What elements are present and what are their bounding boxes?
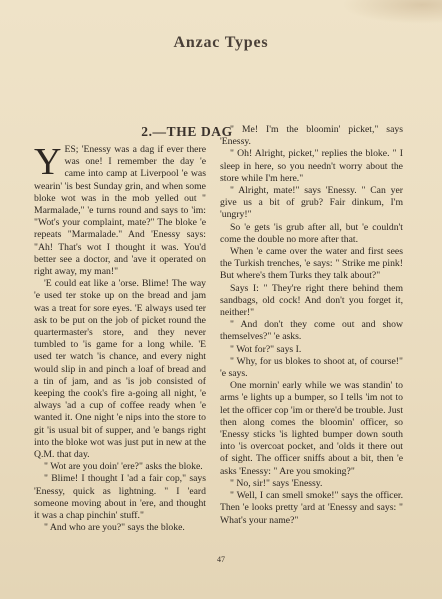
- paragraph: " Me! I'm the bloomin' picket," says 'Enessy.: [220, 124, 403, 148]
- paragraph: " No, sir!" says 'Enessy.: [230, 477, 323, 489]
- paragraph: " Alright, mate!" says 'Enessy. " Can yer give us a bit of grub? Fair dinkum, I'm 'ungry!": [220, 185, 403, 221]
- running-header: Anzac Types: [173, 34, 269, 51]
- paragraph: When 'e came over the water and first sees the Turkish trenches, 'e says: " Strike me pink! But where's them Turks they talk about?": [220, 246, 403, 282]
- right-column: [220, 124, 403, 527]
- left-column: [34, 141, 206, 535]
- paragraph: One mornin' early while we was standin' to arms 'e lights up a bumper, so I tells 'im not to let the officer cop 'im or there'd be trouble. Just then along comes the bloomin' officer, so 'Enessy sticks 'is lighted bumper down south into 'is overcoat pocket, and 'olds it there out of sight. The officer sniffs about a bit, then 'e asks 'Enessy: " Are you smoking?": [220, 380, 404, 477]
- drop-cap: Y: [34, 141, 62, 183]
- paragraph: " Why, for us blokes to shoot at, of course!" 'e says.: [220, 355, 403, 380]
- paragraph: " Wot for?" says I.: [230, 343, 302, 355]
- paragraph: " And who are you?" says the bloke.: [44, 522, 185, 534]
- paragraph: Says I: " They're right there behind them sandbags, old cock! And don't you forget it, neither!": [220, 282, 403, 319]
- paragraph: So 'e gets 'is grub after all, but 'e couldn't come the double no more after that.: [220, 221, 403, 245]
- chapter-title: 2.—THE DAG: [141, 124, 233, 139]
- paragraph: " Oh! Alright, picket," replies the bloke. " I sleep in here, so you needn't worry about the store while I'm here.": [220, 148, 403, 184]
- paragraph: YES; 'Enessy was a dag if ever there was one! I remember the day 'e came into camp at Liverpool 'e was wearin' 'is best Sunday grin, and when some bloke wot was in the mob yelled out " Marmalade," 'e turns round and says to 'im: "Wot's your complaint, mate?" The bloke 'e repeats "Marmalade." And 'Enessy says: "Ah! That's wot I thought it was. You'd better see a doctor, and 'ave it operated on right away, my man!": [34, 141, 206, 278]
- paragraph: " Wot are you doin' 'ere?" asks the bloke.: [44, 461, 203, 473]
- paragraph: " And don't they come out and show themselves?" 'e asks.: [220, 319, 403, 343]
- paragraph: " Blime! I thought I 'ad a fair cop," says 'Enessy, quick as lightning. " I 'eard someone moving about in 'ere, and thought it was a chap pinchin' stuff.": [34, 473, 206, 522]
- paragraph: 'E could eat like a 'orse. Blime! The way 'e used ter stoke up on the bread and jam was a treat for sore eyes. 'E always used ter ask to be put on the job of picket round the quartermaster's store, and they never tumbled to 'is game for a long while. 'E used ter watch 'is chance, and every night would slip in and pinch a loaf of bread and a tin of jam, and as 'is job consisted of keeping the cook's fire a-going all night, 'e always 'ad a cup of coffee ready when 'e wanted it. One night 'e nips into the store to git 'is usual bit of supper, and 'e bangs right into the bloke wot was just put in new at the Q.M. that day.: [34, 278, 206, 461]
- paragraph: " Well, I can smell smoke!" says the officer. Then 'e looks pretty 'ard at 'Enessy and says: " What's your name?": [220, 490, 403, 526]
- page-number: 47: [217, 555, 225, 564]
- paper-stain: [342, 0, 442, 24]
